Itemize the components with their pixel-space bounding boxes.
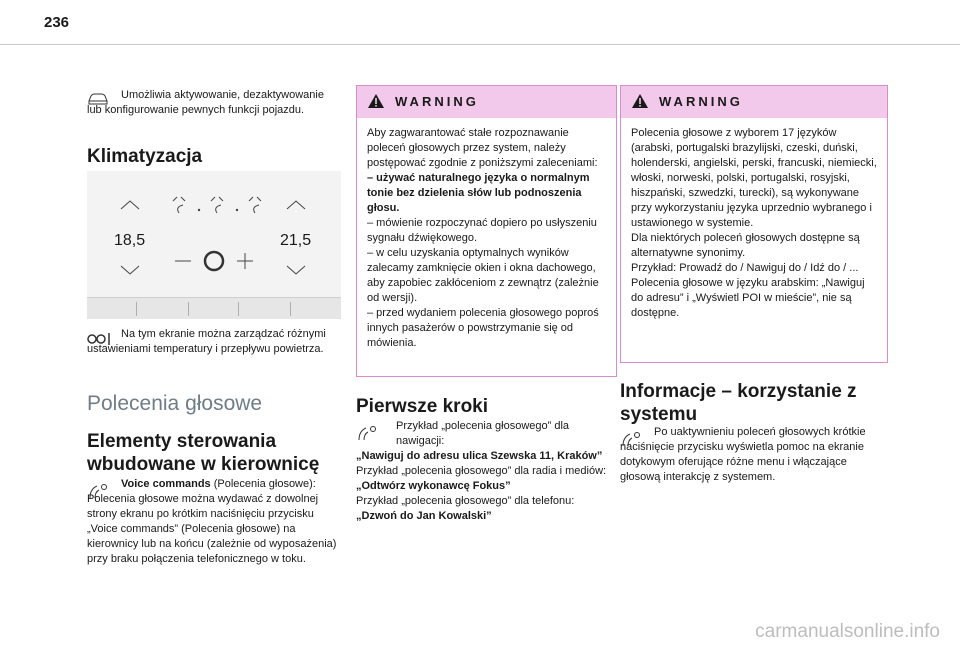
watermark: carmanualsonline.info: [755, 621, 940, 642]
example-label: Przykład „polecenia głosowego” dla nawigacji:: [396, 420, 570, 447]
warning-text: Aby zagwarantować stałe rozpoznawanie poleceń głosowych przez system, należy postępować zgodnie z poniższymi zaleceniami:: [367, 127, 598, 169]
top-divider: [0, 44, 960, 45]
warning-item: – w celu uzyskania optymalnych wyników zalecamy zamknięcie okien i okna dachowego, aby zapobiec zakłóceniom z zewnątrz (zależnie od wersji).: [367, 247, 599, 304]
controls-heading: Elementy sterowania wbudowane w kierownicę: [87, 431, 320, 475]
climate-heading: Klimatyzacja: [87, 146, 203, 167]
example-command: „Dzwoń do Jan Kowalski”: [356, 510, 492, 522]
first-steps-heading: Pierwsze kroki: [356, 396, 489, 417]
climate-icon: [87, 332, 113, 346]
example-label: Przykład „polecenia głosowego” dla radia i mediów:: [356, 465, 607, 477]
example-command: „Odtwórz wykonawcę Fokus”: [356, 480, 511, 492]
panel-tick: [238, 302, 239, 316]
warning-icon: [631, 93, 649, 109]
car-icon: [87, 92, 109, 106]
warning-bold-item: – używać naturalnego języka o normalnym tonie bez dzielenia słów lub podnoszenia głosu.: [367, 172, 590, 214]
voice-commands-label: Voice commands: [121, 478, 211, 490]
panel-tick: [290, 302, 291, 316]
climate-desc-text: Na tym ekranie można zarządzać różnymi ustawieniami temperatury i przepływu powietrza.: [87, 328, 326, 355]
climate-panel: [87, 171, 341, 319]
intro-text: Umożliwia aktywowanie, dezaktywowanie lub konfigurowanie pewnych funkcji pojazdu.: [87, 89, 324, 116]
voice-wheel-icon: [87, 483, 111, 499]
example-command: „Nawiguj do adresu ulica Szewska 11, Kraków”: [356, 450, 603, 462]
intro-paragraph: [87, 88, 341, 118]
warning-icon: [367, 93, 385, 109]
temp-left[interactable]: 18,5: [114, 232, 146, 249]
voice-wheel-icon: [620, 431, 644, 447]
warning-text: Polecenia głosowe z wyborem 17 języków (arabski, portugalski brazylijski, czeski, duński, holenderski, angielski, perski, francuski, niemiecki, włoski, norweski, polski, portugalski, rosyjski, hiszpański, szwedzki, turecki), są wykonywane przy wykorzystaniu języka uprzednio wybranego i ustawionego w systemie.: [631, 127, 877, 229]
warning-text: Przykład: Prowadź do / Nawiguj do / Idź do / ...: [631, 262, 859, 274]
warning-box-2: [620, 85, 888, 363]
warning-text: Dla niektórych poleceń głosowych dostępne są alternatywne synonimy.: [631, 232, 860, 259]
warning-title: WARNING: [659, 94, 743, 109]
warning-box-1: [356, 85, 617, 377]
warning-item: – przed wydaniem polecenia głosowego poproś innych pasażerów o powstrzymanie się od mówienia.: [367, 307, 599, 349]
warning-text: Polecenia głosowe w języku arabskim: „Nawiguj do adresu” i „Wyświetl POI w mieście”, nie są dostępne.: [631, 277, 865, 319]
panel-tick: [188, 302, 189, 316]
warning-item: – mówienie rozpoczynać dopiero po usłyszeniu sygnału dźwiękowego.: [367, 217, 597, 244]
temp-right[interactable]: 21,5: [280, 232, 312, 249]
first-steps-content: [356, 419, 615, 524]
info-text: Po uaktywnieniu poleceń głosowych krótkie naciśnięcie przycisku wyświetla pomoc na ekranie dotykowym oferujące różne menu i włączające głosową interakcję z systemem.: [620, 426, 866, 483]
voice-section-title: Polecenia głosowe: [87, 392, 263, 415]
voice-commands-text: (Polecenia głosowe): Polecenia głosowe można wydawać z dowolnej strony ekranu po krótkim naciśnięciu przycisku „Voice commands” (Polecenia głosowe) na kierownicy lub na końcu (zależnie od wyposażenia) przy braku połączenia telefonicznego w toku.: [87, 478, 337, 565]
page-number: 236: [44, 14, 70, 31]
climate-desc-paragraph: [87, 327, 341, 357]
panel-tick: [136, 302, 137, 316]
voice-commands-paragraph: [87, 477, 341, 567]
example-label: Przykład „polecenia głosowego” dla telefonu:: [356, 495, 575, 507]
voice-wheel-icon: [356, 425, 380, 441]
info-paragraph: [620, 425, 886, 485]
info-heading: Informacje – korzystanie z systemu: [620, 381, 857, 425]
warning-title: WARNING: [395, 94, 479, 109]
